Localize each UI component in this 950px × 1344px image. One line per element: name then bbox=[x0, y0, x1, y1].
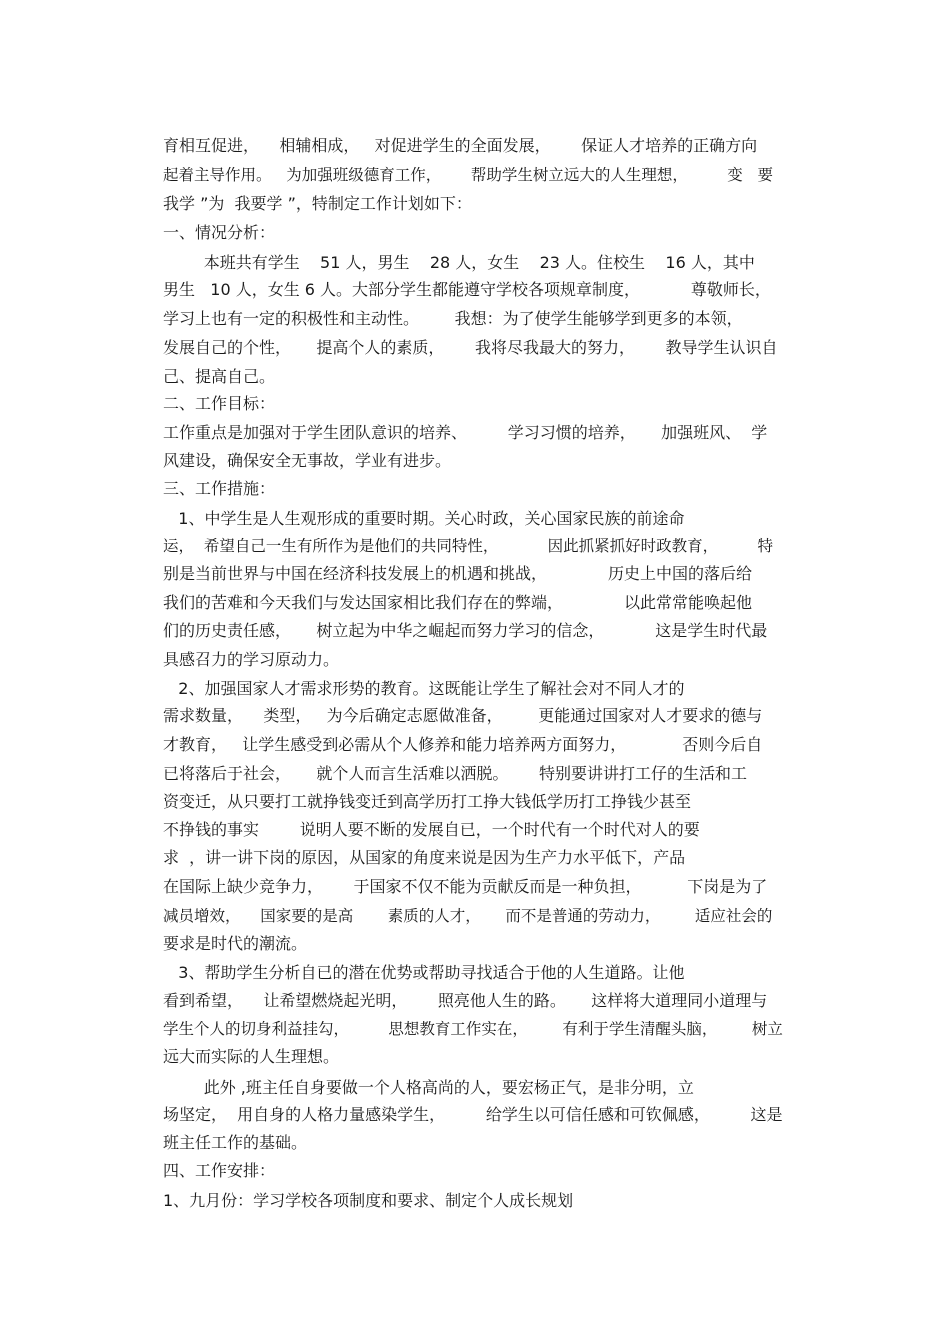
text-line: 我们的苦难和今天我们与发达国家相比我们存在的弊端， 以此常常能唤起他 bbox=[163, 593, 753, 612]
text-line: 育相互促进， 相辅相成， 对促进学生的全面发展， 保证人才培养的正确方向 bbox=[163, 136, 758, 155]
text-line: 3、帮助学生分析自已的潜在优势或帮助寻找适合于他的人生道路。让他 bbox=[163, 963, 685, 982]
text-line: 2、加强国家人才需求形势的教育。这既能让学生了解社会对不同人才的 bbox=[163, 679, 685, 698]
text-line: 已将落后于社会， 就个人而言生活难以洒脱。 特别要讲讲打工仔的生活和工 bbox=[163, 764, 747, 783]
section-heading: 三、工作措施： bbox=[163, 479, 276, 498]
text-line: 在国际上缺少竞争力， 于国家不仅不能为贡献反而是一种负担， 下岗是为了 bbox=[163, 877, 768, 896]
text-line: 起着主导作用。 为加强班级德育工作， 帮助学生树立远大的人生理想， 变 要 bbox=[163, 166, 774, 184]
text-line: 1、九月份：学习学校各项制度和要求、制定个人成长规划 bbox=[163, 1191, 574, 1210]
text-line: 不挣钱的事实 说明人要不断的发展自已，一个时代有一个时代对人的要 bbox=[163, 820, 700, 839]
text-line: 1、中学生是人生观形成的重要时期。关心时政，关心国家民族的前途命 bbox=[163, 509, 685, 528]
text-line: 们的历史责任感， 树立起为中华之崛起而努力学习的信念， 这是学生时代最 bbox=[163, 621, 768, 640]
text-line: 求 ，讲一讲下岗的原因，从国家的角度来说是因为生产力水平低下，产品 bbox=[163, 848, 686, 867]
text-line: 要求是时代的潮流。 bbox=[163, 934, 308, 953]
text-line: 己、提高自己。 bbox=[163, 367, 276, 386]
text-line: 班主任工作的基础。 bbox=[163, 1133, 308, 1152]
text-line: 运， 希望自己一生有所作为是他们的共同特性， 因此抓紧抓好时政教育， 特 bbox=[163, 537, 774, 555]
text-line: 具感召力的学习原动力。 bbox=[163, 650, 340, 669]
text-line: 别是当前世界与中国在经济科技发展上的机遇和挑战， 历史上中国的落后给 bbox=[163, 564, 753, 583]
text-line: 减员增效， 国家要的是高 素质的人才， 而不是普通的劳动力， 适应社会的 bbox=[163, 907, 773, 925]
section-heading: 一、情况分析： bbox=[163, 223, 276, 242]
section-heading: 二、工作目标： bbox=[163, 394, 276, 413]
text-line: 学习上也有一定的积极性和主动性。 我想：为了使学生能够学到更多的本领， bbox=[163, 309, 743, 328]
text-line: 学生个人的切身利益挂勾， 思想教育工作实在， 有利于学生清醒头脑， 树立 bbox=[163, 1020, 783, 1038]
text-line: 才教育， 让学生感受到必需从个人修养和能力培养两方面努力， 否则今后自 bbox=[163, 735, 763, 754]
text-line: 本班共有学生 51 人，男生 28 人，女生 23 人。住校生 16 人，其中 bbox=[163, 253, 755, 272]
text-line: 远大而实际的人生理想。 bbox=[163, 1047, 340, 1066]
text-line: 风建设，确保安全无事故，学业有进步。 bbox=[163, 451, 452, 470]
text-line: 发展自己的个性， 提高个人的素质， 我将尽我最大的努力， 教导学生认识自 bbox=[163, 338, 778, 357]
text-line: 需求数量， 类型， 为今后确定志愿做准备， 更能通过国家对人才要求的德与 bbox=[163, 706, 763, 725]
text-line: 我学 ”为 我要学 ”，特制定工作计划如下： bbox=[163, 194, 472, 213]
text-line: 看到希望， 让希望燃烧起光明， 照亮他人生的路。 这样将大道理同小道理与 bbox=[163, 991, 768, 1010]
text-line: 场坚定， 用自身的人格力量感染学生， 给学生以可信任感和可钦佩感， 这是 bbox=[163, 1105, 783, 1124]
text-line: 此外 ,班主任自身要做一个人格高尚的人，要宏杨正气，是非分明，立 bbox=[163, 1078, 694, 1097]
text-line: 资变迁，从只要打工就挣钱变迁到高学历打工挣大钱低学历打工挣钱少甚至 bbox=[163, 792, 692, 811]
text-line: 工作重点是加强对于学生团队意识的培养、 学习习惯的培养， 加强班风、 学 bbox=[163, 423, 768, 442]
text-line: 男生 10 人，女生 6 人。大部分学生都能遵守学校各项规章制度， 尊敬师长， bbox=[163, 280, 771, 299]
section-heading: 四、工作安排： bbox=[163, 1161, 276, 1180]
